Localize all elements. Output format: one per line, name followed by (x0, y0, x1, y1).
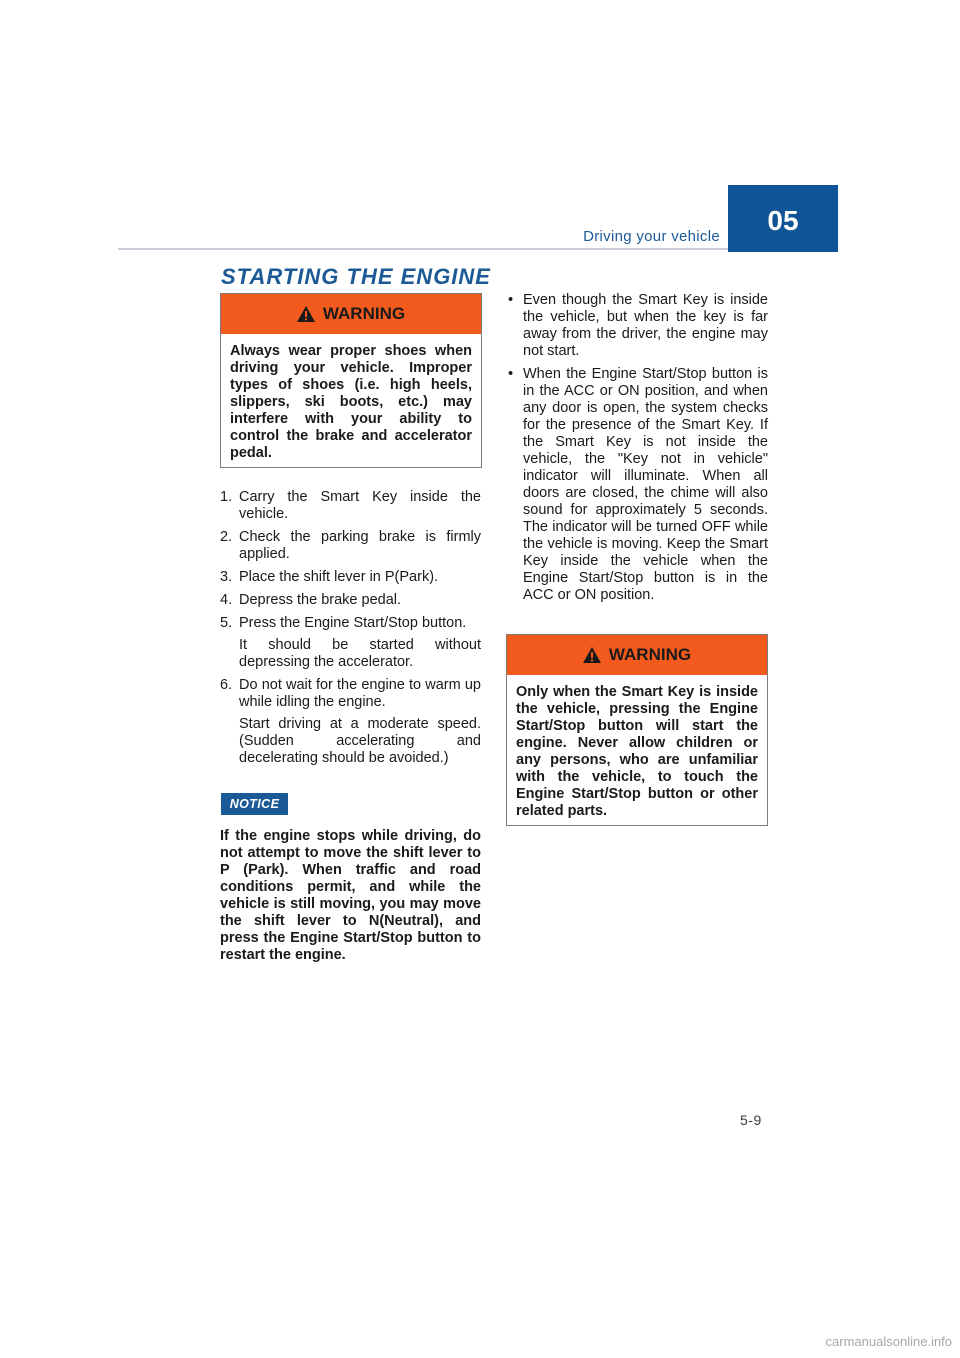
bullet-dot: • (508, 292, 514, 308)
header-rule (118, 248, 728, 250)
bullet-dot: • (508, 366, 514, 382)
warning-triangle-icon (583, 647, 601, 663)
step-text: Check the parking brake is firmly applied. (239, 529, 481, 562)
step-text: Do not wait for the engine to warm up while idling the engine. (239, 677, 481, 710)
list-item (508, 366, 768, 604)
bullet-text: When the Engine Start/Stop button is in the ACC or ON position, and when any door is open, the system checks for the presence of the Smart Key. If the Smart Key is not inside the vehicle, the "Key not in vehicle" indicator will illuminate. When all doors are closed, the chime will also sound for approximately 5 seconds. The indicator will be turned OFF while the vehicle is moving. Keep the Smart Key inside the vehicle when the Engine Start/Stop button is in the ACC or ON position. (523, 366, 768, 603)
warning-header (221, 294, 481, 334)
step-text: Carry the Smart Key inside the vehicle. (239, 489, 481, 522)
list-item (220, 615, 481, 671)
warning-text: Always wear proper shoes when driving your vehicle. Improper types of shoes (i.e. high heels, slippers, ski boots, etc.) may interfere with your ability to control the brake and accelerator pedal. (230, 343, 472, 461)
notice-text: If the engine stops while driving, do not attempt to move the shift lever to P (Park). When traffic and road conditions permit, and while the vehicle is still moving, you may move the shift lever to N(Neutral), and press the Engine Start/Stop button to restart the engine. (220, 828, 481, 963)
warning-box-smart-key (506, 634, 768, 826)
bullet-text: Even though the Smart Key is inside the vehicle, but when the key is far away from the driver, the engine may not start. (523, 292, 768, 359)
list-item (220, 569, 481, 586)
list-item (220, 592, 481, 609)
steps-list (220, 489, 481, 773)
list-item (220, 489, 481, 523)
list-item (508, 292, 768, 360)
warning-label: WARNING (608, 645, 692, 664)
list-item (220, 677, 481, 767)
warning-header (507, 635, 767, 675)
warning-label: WARNING (322, 304, 406, 323)
step-number: 2. (220, 529, 233, 545)
page-number: 5-9 (740, 1112, 762, 1128)
section-header: Driving your vehicle (583, 228, 720, 245)
step-number: 5. (220, 615, 233, 631)
list-item (220, 529, 481, 563)
chapter-number: 05 (728, 185, 838, 252)
step-extra-text: It should be started without depressing the accelerator. (239, 637, 481, 670)
warning-triangle-icon (297, 306, 315, 322)
warning-text: Only when the Smart Key is inside the vehicle, pressing the Engine Start/Stop button will start the engine. Never allow children or any persons, who are unfamiliar with the vehicle, to touch the Engine Start/Stop button or other related parts. (516, 684, 758, 819)
step-number: 3. (220, 569, 233, 585)
notice-badge: NOTICE (221, 793, 288, 815)
warning-box-shoes (220, 293, 482, 468)
step-text: Press the Engine Start/Stop button. (239, 615, 467, 631)
step-number: 1. (220, 489, 233, 505)
step-number: 6. (220, 677, 233, 693)
watermark: carmanualsonline.info (825, 1334, 952, 1349)
bullet-list (508, 292, 768, 610)
step-text: Place the shift lever in P(Park). (239, 569, 439, 585)
step-extra-text: Start driving at a moderate speed. (Sudden accelerating and decelerating should be avoided.) (239, 716, 481, 766)
page-title: STARTING THE ENGINE (221, 264, 491, 289)
step-number: 4. (220, 592, 233, 608)
step-text: Depress the brake pedal. (239, 592, 402, 608)
